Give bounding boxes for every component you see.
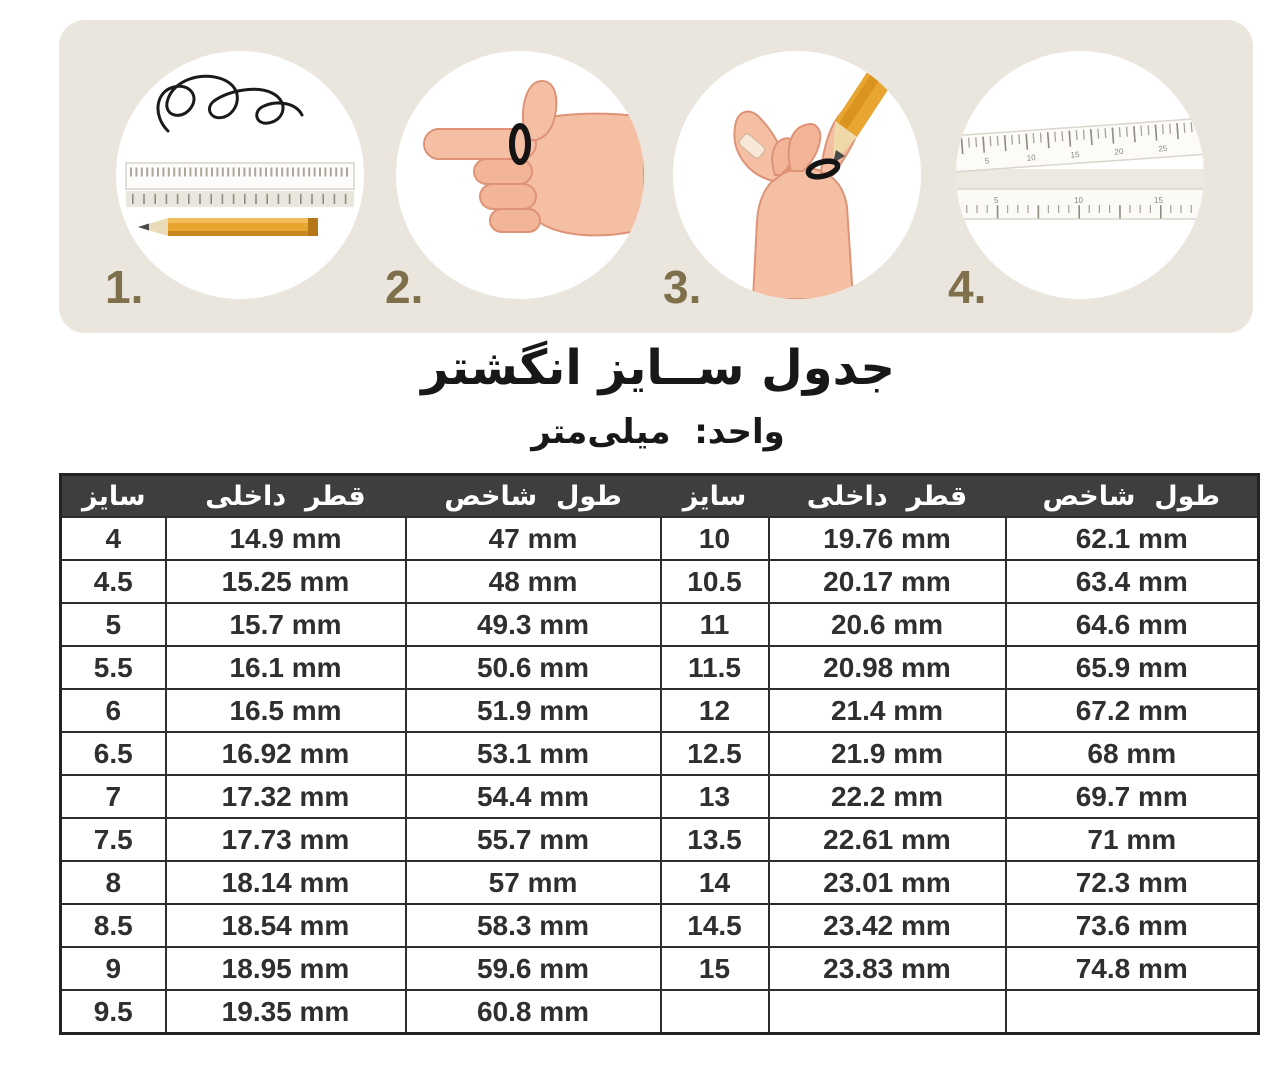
table-cell: 59.6 mm [406, 947, 661, 990]
table-cell: 57 mm [406, 861, 661, 904]
table-cell: 20.6 mm [769, 603, 1006, 646]
table-cell: 50.6 mm [406, 646, 661, 689]
step-3-circle [673, 51, 921, 299]
table-cell: 14.9 mm [166, 517, 406, 560]
table-cell: 54.4 mm [406, 775, 661, 818]
step-4-circle [956, 51, 1204, 299]
table-row [61, 904, 1259, 947]
table-cell: 5 [61, 603, 166, 646]
table-row [61, 732, 1259, 775]
table-cell: 8 [61, 861, 166, 904]
svg-text:10: 10 [1074, 196, 1083, 205]
table-cell: 7 [61, 775, 166, 818]
table-cell: 10 [661, 517, 769, 560]
table-cell: 65.9 mm [1006, 646, 1259, 689]
table-cell: 19.76 mm [769, 517, 1006, 560]
ring-size-table [59, 473, 1260, 1035]
svg-text:20: 20 [1114, 146, 1124, 157]
svg-text:25: 25 [1158, 143, 1168, 154]
table-row [61, 861, 1259, 904]
instruction-banner [59, 20, 1253, 333]
table-header-row [61, 475, 1259, 518]
table-row [61, 990, 1259, 1034]
svg-text:5: 5 [984, 156, 990, 166]
ruler-measuring-icon [956, 51, 1204, 299]
table-cell: 14.5 [661, 904, 769, 947]
table-cell: 21.9 mm [769, 732, 1006, 775]
table-cell: 13.5 [661, 818, 769, 861]
table-cell: 4.5 [61, 560, 166, 603]
table-cell: 15.7 mm [166, 603, 406, 646]
table-row [61, 517, 1259, 560]
table-cell: 55.7 mm [406, 818, 661, 861]
table-cell: 48 mm [406, 560, 661, 603]
step-2-number: 2. [385, 261, 424, 313]
table-cell: 21.4 mm [769, 689, 1006, 732]
step-2-circle [396, 51, 644, 299]
page-subtitle: واحد: میلی‌متر [531, 412, 785, 452]
column-header-size-right: سایز [661, 475, 769, 518]
table-cell: 19.35 mm [166, 990, 406, 1034]
table-cell: 71 mm [1006, 818, 1259, 861]
table-cell: 12 [661, 689, 769, 732]
table-cell: 62.1 mm [1006, 517, 1259, 560]
table-cell: 68 mm [1006, 732, 1259, 775]
table-cell: 20.98 mm [769, 646, 1006, 689]
table-cell: 14 [661, 861, 769, 904]
column-header-size-left: سایز [61, 475, 166, 518]
table-cell: 63.4 mm [1006, 560, 1259, 603]
svg-text:15: 15 [1070, 150, 1080, 160]
table-cell: 16.1 mm [166, 646, 406, 689]
table-cell: 11.5 [661, 646, 769, 689]
table-row [61, 560, 1259, 603]
table-cell: 23.42 mm [769, 904, 1006, 947]
column-header-inner-diameter-left: قطر داخلی [166, 475, 406, 518]
table-cell: 17.32 mm [166, 775, 406, 818]
table-cell: 11 [661, 603, 769, 646]
table-cell: 7.5 [61, 818, 166, 861]
table-row [61, 818, 1259, 861]
column-header-inner-diameter-right: قطر داخلی [769, 475, 1006, 518]
page-title: جدول ســایز انگشتر [421, 340, 895, 396]
step-1-circle [116, 51, 364, 299]
table-row [61, 947, 1259, 990]
table-row [61, 689, 1259, 732]
table-cell: 53.1 mm [406, 732, 661, 775]
table-row [61, 775, 1259, 818]
table-cell: 15 [661, 947, 769, 990]
table-cell: 72.3 mm [1006, 861, 1259, 904]
table-cell: 9.5 [61, 990, 166, 1034]
table-cell: 22.61 mm [769, 818, 1006, 861]
table-cell: 23.01 mm [769, 861, 1006, 904]
table-cell: 20.17 mm [769, 560, 1006, 603]
size-table-body [61, 517, 1259, 1034]
step-4-number: 4. [948, 261, 987, 313]
table-cell: 15.25 mm [166, 560, 406, 603]
table-cell: 5.5 [61, 646, 166, 689]
column-header-index-length-right: طول شاخص [1006, 475, 1259, 518]
table-cell: 18.54 mm [166, 904, 406, 947]
table-cell: 58.3 mm [406, 904, 661, 947]
table-cell: 69.7 mm [1006, 775, 1259, 818]
table-cell: 9 [61, 947, 166, 990]
table-cell: 22.2 mm [769, 775, 1006, 818]
table-cell: 16.5 mm [166, 689, 406, 732]
table-cell: 17.73 mm [166, 818, 406, 861]
column-header-index-length-left: طول شاخص [406, 475, 661, 518]
table-cell: 12.5 [661, 732, 769, 775]
hand-pencil-marking-icon [673, 51, 921, 299]
table-cell: 6.5 [61, 732, 166, 775]
table-cell: 16.92 mm [166, 732, 406, 775]
table-cell: 10.5 [661, 560, 769, 603]
table-cell: 47 mm [406, 517, 661, 560]
svg-text:15: 15 [1154, 196, 1163, 205]
table-cell: 18.14 mm [166, 861, 406, 904]
table-cell: 74.8 mm [1006, 947, 1259, 990]
table-cell: 73.6 mm [1006, 904, 1259, 947]
table-cell: 64.6 mm [1006, 603, 1259, 646]
svg-text:5: 5 [994, 196, 999, 205]
table-cell-empty [769, 990, 1006, 1034]
hand-pointing-string-icon [396, 51, 644, 299]
svg-text:10: 10 [1026, 153, 1036, 163]
table-cell: 23.83 mm [769, 947, 1006, 990]
string-ruler-pencil-icon [116, 51, 364, 299]
table-cell-empty [661, 990, 769, 1034]
table-cell: 8.5 [61, 904, 166, 947]
table-row [61, 603, 1259, 646]
step-3-number: 3. [663, 261, 702, 313]
table-cell: 18.95 mm [166, 947, 406, 990]
table-cell: 4 [61, 517, 166, 560]
table-cell: 60.8 mm [406, 990, 661, 1034]
step-1-number: 1. [105, 261, 144, 313]
table-cell: 67.2 mm [1006, 689, 1259, 732]
table-cell: 6 [61, 689, 166, 732]
table-cell: 13 [661, 775, 769, 818]
table-cell-empty [1006, 990, 1259, 1034]
table-cell: 49.3 mm [406, 603, 661, 646]
table-cell: 51.9 mm [406, 689, 661, 732]
table-row [61, 646, 1259, 689]
